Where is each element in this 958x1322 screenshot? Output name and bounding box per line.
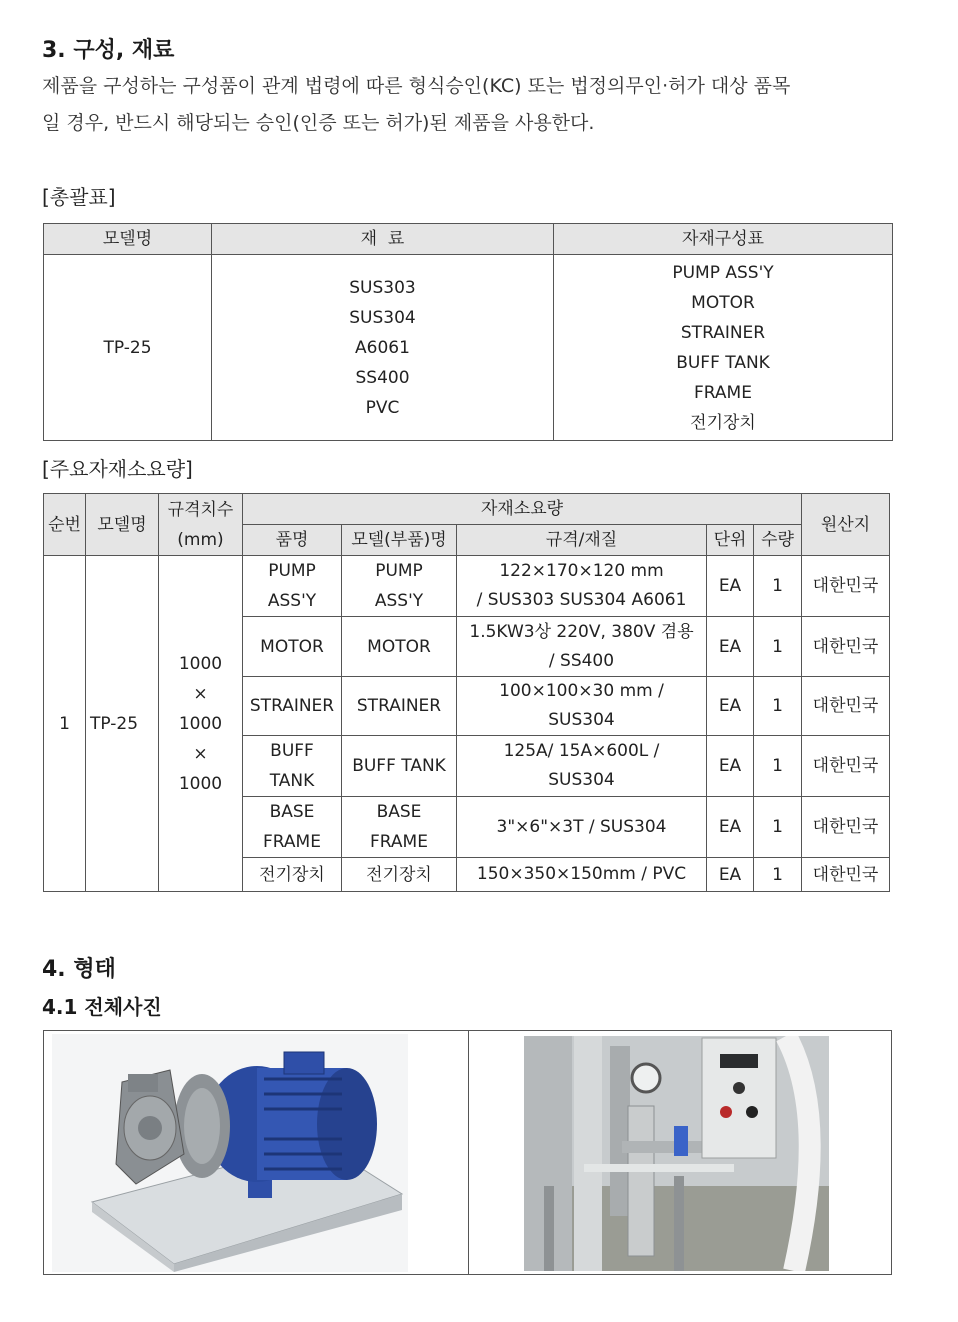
component-item: 전기장치 (690, 412, 756, 433)
row-part (342, 858, 457, 892)
cell-line: BUFF (270, 741, 314, 761)
photo-table (43, 1030, 892, 1275)
header-origin: 원산지 (802, 494, 890, 556)
cell-line: ASS'Y (374, 591, 424, 611)
summary-model: TP-25 (44, 255, 212, 441)
cell-line: × (193, 743, 208, 764)
cell-line: FRAME (263, 832, 321, 852)
summary-header-components: 자재구성표 (554, 224, 893, 255)
row-qty: 1 (754, 858, 802, 892)
row-spec (457, 677, 707, 736)
cell-line: 1000 (178, 773, 223, 794)
component-item: BUFF TANK (676, 352, 770, 373)
material-item: SUS303 (349, 277, 416, 298)
section-3-paragraph (42, 68, 922, 142)
cell-line: PUMP (375, 561, 423, 581)
summary-table (43, 223, 893, 441)
row-origin: 대한민국 (802, 736, 890, 797)
cell-line: BASE (376, 802, 422, 822)
cell-line: ASS'Y (267, 591, 317, 611)
paragraph-line-1: 제품을 구성하는 구성품이 관계 법령에 따른 형식승인(KC) 또는 법정의무인·허가 대상 품목 (42, 75, 791, 97)
header-group: 자재소요량 (243, 494, 802, 525)
cell-line: MOTOR (367, 636, 431, 657)
cell-line: 150×350×150mm / PVC (476, 864, 687, 884)
row-unit: EA (707, 858, 754, 892)
table-row (44, 556, 890, 617)
cell-line: 1000 (178, 713, 223, 734)
cell-line: 122×170×120 mm (499, 561, 664, 581)
cell-line: FRAME (370, 832, 428, 852)
row-spec (457, 556, 707, 617)
row-unit: EA (707, 556, 754, 617)
header-dims-bottom: (mm) (177, 529, 224, 550)
header-dims (159, 494, 243, 556)
cell-line: SUS304 (548, 770, 615, 790)
header-model: 모델명 (86, 494, 159, 556)
row-item (243, 736, 342, 797)
cell-line: STRAINER (356, 696, 442, 716)
row-qty: 1 (754, 556, 802, 617)
row-unit: EA (707, 617, 754, 677)
row-part (342, 677, 457, 736)
cell-line: BUFF TANK (352, 756, 446, 776)
cell-line: 1000 (178, 653, 223, 674)
row-unit: EA (707, 797, 754, 858)
row-spec (457, 736, 707, 797)
summary-materials (212, 255, 554, 441)
cell-line: 125A/ 15A×600L / (503, 741, 660, 761)
cell-line: 3"×6"×3T / SUS304 (496, 816, 667, 837)
header-item: 품명 (243, 525, 342, 556)
material-table-label: [주요자재소요량] (42, 457, 193, 481)
cell-line: 전기장치 (259, 864, 325, 885)
pump-render-image (52, 1034, 408, 1272)
header-qty: 수량 (754, 525, 802, 556)
row-unit: EA (707, 677, 754, 736)
component-item: FRAME (694, 382, 752, 403)
summary-header-model: 모델명 (44, 224, 212, 255)
row-origin: 대한민국 (802, 556, 890, 617)
row-part (342, 797, 457, 858)
cell-line: TANK (269, 771, 315, 791)
cell-line: STRAINER (249, 696, 335, 716)
header-dims-top: 규격치수 (167, 499, 234, 520)
row-dims (159, 556, 243, 892)
row-unit: EA (707, 736, 754, 797)
cell-line: PUMP (268, 561, 316, 581)
header-unit: 단위 (707, 525, 754, 556)
material-item: A6061 (355, 337, 410, 358)
row-spec (457, 797, 707, 858)
row-origin: 대한민국 (802, 797, 890, 858)
header-seq: 순번 (44, 494, 86, 556)
row-origin: 대한민국 (802, 858, 890, 892)
section-4-subtitle: 4.1 전체사진 (42, 995, 162, 1019)
cell-line: 1.5KW3상 220V, 380V 겸용 (469, 621, 694, 642)
row-item (243, 797, 342, 858)
component-item: STRAINER (680, 322, 766, 343)
row-part (342, 736, 457, 797)
summary-header-materials: 재 료 (212, 224, 554, 255)
cell-line: / SUS303 SUS304 A6061 (476, 590, 687, 610)
component-item: MOTOR (691, 292, 755, 313)
cell-line: BASE (269, 802, 315, 822)
row-qty: 1 (754, 736, 802, 797)
row-qty: 1 (754, 617, 802, 677)
section-4-title: 4. 형태 (42, 957, 116, 982)
row-spec (457, 617, 707, 677)
row-origin: 대한민국 (802, 617, 890, 677)
cell-line: 전기장치 (366, 864, 432, 885)
row-item (243, 677, 342, 736)
component-item: PUMP ASS'Y (672, 262, 774, 283)
row-part (342, 617, 457, 677)
row-qty: 1 (754, 797, 802, 858)
row-seq: 1 (44, 556, 86, 892)
row-qty: 1 (754, 677, 802, 736)
material-item: PVC (365, 397, 400, 418)
section-3-title: 3. 구성, 재료 (42, 38, 175, 63)
material-item: SS400 (355, 367, 410, 388)
row-item (243, 556, 342, 617)
cell-line: × (193, 683, 208, 704)
cell-line: / SS400 (548, 650, 615, 671)
row-model: TP-25 (86, 556, 159, 892)
cell-line: 100×100×30 mm / (499, 681, 664, 701)
cell-line: SUS304 (548, 710, 615, 730)
header-part: 모델(부품)명 (342, 525, 457, 556)
row-spec (457, 858, 707, 892)
row-item (243, 617, 342, 677)
summary-components (554, 255, 893, 441)
row-item (243, 858, 342, 892)
paragraph-line-2: 일 경우, 반드시 해당되는 승인(인증 또는 허가)된 제품을 사용한다. (42, 112, 595, 134)
summary-table-label: [총괄표] (42, 185, 116, 209)
row-origin: 대한민국 (802, 677, 890, 736)
header-spec: 규격/재질 (457, 525, 707, 556)
photo-divider (468, 1031, 469, 1274)
material-item: SUS304 (349, 307, 416, 328)
installed-equipment-image (524, 1036, 829, 1271)
cell-line: MOTOR (260, 636, 324, 657)
material-table (43, 493, 890, 892)
row-part (342, 556, 457, 617)
